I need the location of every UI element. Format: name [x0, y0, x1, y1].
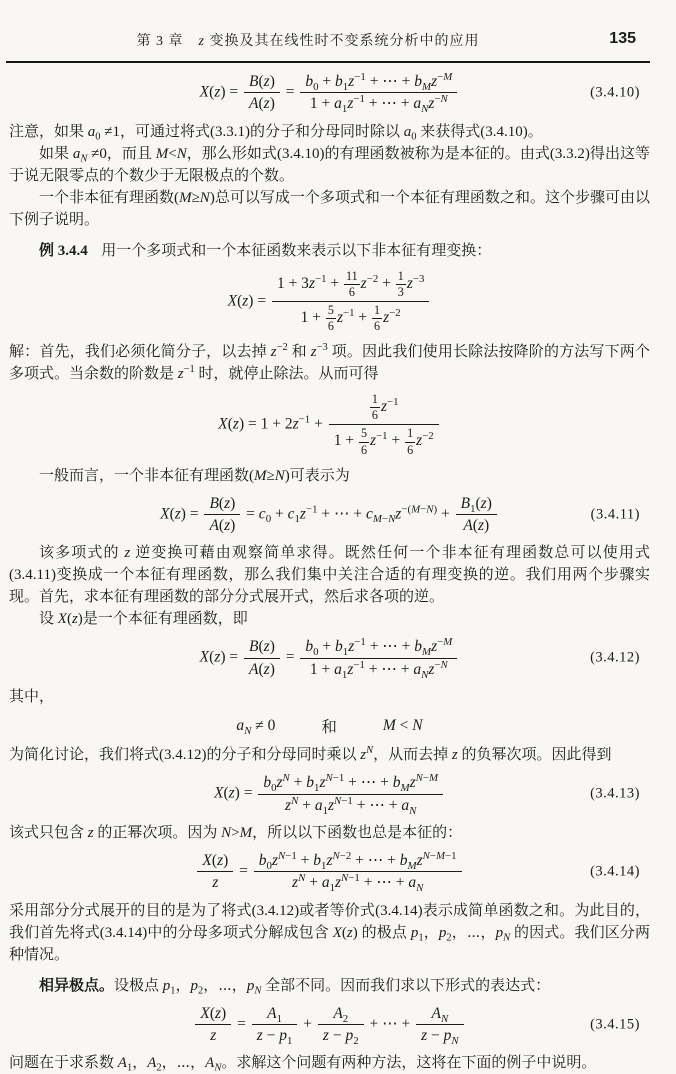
paragraph-where: 其中，	[9, 689, 55, 706]
example-heading	[9, 240, 650, 262]
equation-example-original	[9, 268, 650, 335]
paragraph-improper-decomposition: 一个非本征有理函数(M≥N)总可以写成一个多项式和一个本征有理函数之和。这个步骤可由以下例子说明。	[9, 189, 651, 228]
equation-example-original-formula: X(z) = $1 + 3z^{-1}$ + $\frac{11}{6}$ $z^{-2}$ + $\frac{1}{3}$ $z^{-3}$ 1 + $\frac{5}{6}$ $z^{-1}$ + $\frac{1}{6}$ $z^{-2}$	[228, 268, 432, 335]
page-number: 135	[609, 30, 636, 47]
equation-3-4-12	[9, 636, 650, 680]
equation-3-4-12-formula: X(z) = $\frac{B(z)}{A(z)}$ = $\frac{b_0 + b_1z^{-1} + \cdots + b_Mz^{-M}}{1 + a_1z^{-1} + \cdots + a_Nz^{-N}}$	[200, 636, 460, 680]
equation-3-4-13-number: (3.4.13)	[590, 785, 640, 802]
condition-left: $a_N \ne 0$	[236, 717, 276, 738]
condition-middle: 和	[321, 719, 337, 737]
example-text: 用一个多项式和一个本征函数来表示以下非本征有理变换：	[101, 242, 492, 259]
equation-3-4-10-formula: X(z) = $\frac{B(z)}{A(z)}$ = $\frac{b_0 + b_1z^{-1} + \cdots + b_Mz^{-M}}{1 + a_1z^{-1} + \cdots + a_Nz^{-N}}$	[200, 71, 460, 115]
distinct-poles-label: 相异极点。	[39, 977, 115, 994]
paragraph-coefficients: 问题在于求系数 $A_1$，$A_2$，⋯，$A_N$。求解这个问题有两种方法，这将在下面的例子中说明。	[9, 1055, 597, 1074]
equation-3-4-11	[9, 493, 650, 537]
chapter-title: 第 3 章 z 变换及其在线性时不变系统分析中的应用	[136, 34, 480, 49]
equation-3-4-11-formula: X(z) = $\frac{B(z)}{A(z)}$ = $c_0 + c_1z^{-1}$ + ⋯ + $c_{M-N}z^{-(M-N)}$ + $\frac{B_1(z)}{A(z)}$	[160, 493, 499, 537]
paragraph-solution: 解：首先，我们必须化简分子，以去掉 $z^{-2}$ 和 $z^{-3}$ 项。因此我们使用长除法按降阶的方法写下两个多项式。当余数的阶数是 $z^{-1}$ 时，就停止除法。从而可得	[9, 342, 650, 383]
example-label: 例 3.4.4	[39, 242, 88, 259]
equation-3-4-14-formula: $\frac{X(z)}{z}$ = $\frac{b_0z^{N-1} + b_1z^{N-2} + \cdots + b_Mz^{N-M-1}}{z^N + a_1z^{N-1} + \cdots + a_N}$	[195, 850, 463, 894]
equation-3-4-15-formula: $\frac{X(z)}{z}$ = $\frac{A_1}{z - p_1}$ + $\frac{A_2}{z - p_2}$ + ⋯ + $\frac{A_N}{z - p_N}$	[193, 1003, 465, 1047]
paragraph-partial-fraction-purpose: 采用部分分式展开的目的是为了将式(3.4.12)或者等价式(3.4.14)表示成简单函数之和。为此目的，我们首先将式(3.4.14)中的分母多项式分解成包含 X(z) 的极点 $p_1$，$p_2$，⋯，$p_N$ 的因式。我们区分两种情况。	[9, 902, 650, 963]
paragraph-let: 设 X(z)是一个本征有理函数，即	[39, 611, 248, 628]
equation-3-4-13	[9, 772, 650, 816]
paragraph-note: 注意，如果 $a_0 \ne 1$，可通过将式(3.3.1)的分子和分母同时除以 $a_0$ 来获得式(3.4.10)。	[9, 123, 543, 143]
equation-3-4-11-number: (3.4.11)	[590, 506, 640, 522]
equation-3-4-10	[9, 71, 650, 115]
paragraph-proper-definition: 如果 $a_N \ne 0$，而且 M<N，那么形如式(3.4.10)的有理函数被称为是本征的。由式(3.3.2)得出这等于说无限零点的个数少于无限极点的个数。	[9, 145, 650, 184]
paragraph-simplify: 为简化讨论，我们将式(3.4.12)的分子和分母同时乘以 $z^N$，从而去掉 z 的负幂次项。因此得到	[9, 745, 612, 764]
page-body	[0, 63, 676, 1074]
equation-3-4-15	[9, 1003, 650, 1047]
equation-example-result-formula: $X(z) = 1 + 2z^{-1}$ + $\frac{1}{6}$ $z^{-1}$ 1 + $\frac{5}{6}$ $z^{-1}$ + $\frac{1}{6}$ $z^{-2}$	[218, 391, 440, 458]
condition-line	[9, 715, 650, 737]
equation-3-4-15-number: (3.4.15)	[590, 1016, 640, 1032]
equation-3-4-13-formula: X(z) = $\frac{b_0z^N + b_1z^{N-1} + \cdots + b_Mz^{N-M}}{z^N + a_1z^{N-1} + \cdots + a_N}$	[214, 772, 445, 816]
page-header	[0, 0, 676, 52]
paragraph-distinct-poles	[9, 975, 650, 997]
paragraph-positive-powers: 该式只包含 z 的正幂次项。因为 N>M，所以以下函数也总是本征的：	[9, 824, 463, 841]
equation-example-result	[9, 391, 650, 458]
equation-3-4-14	[9, 850, 650, 894]
condition-right: M < N	[382, 717, 423, 735]
distinct-poles-text: 设极点 $p_1$，$p_2$，⋯，$p_N$ 全部不同。因而我们求以下形式的表达式：	[114, 977, 551, 997]
paragraph-general: 一般而言，一个非本征有理函数(M≥N)可表示为	[39, 467, 350, 484]
equation-3-4-12-number: (3.4.12)	[590, 649, 640, 666]
equation-3-4-10-number: (3.4.10)	[590, 84, 640, 101]
paragraph-inverse-discussion: 该多项式的 z 逆变换可藉由观察简单求得。既然任何一个非本征有理函数总可以使用式(3.4.11)变换成一个本征有理函数，那么我们集中关注合适的有理变换的逆。我们用两个步骤实现。首先，求本征有理函数的部分分式展开式，然后求各项的逆。	[9, 545, 650, 606]
equation-3-4-14-number: (3.4.14)	[590, 863, 640, 880]
